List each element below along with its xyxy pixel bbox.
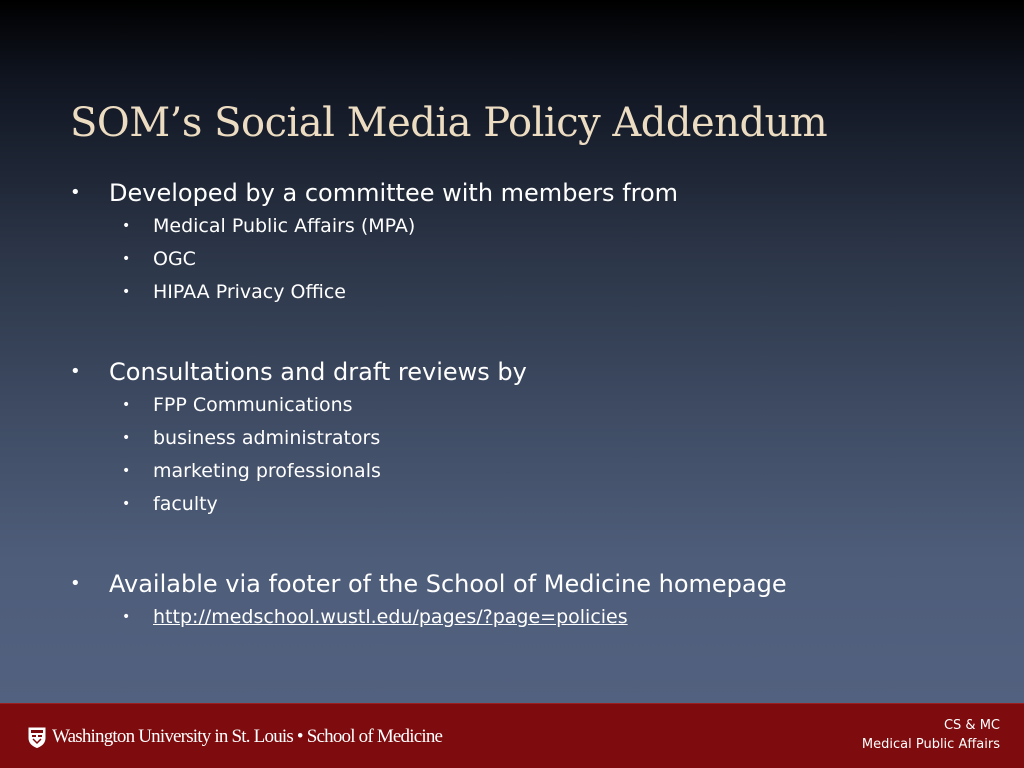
- slide-title: SOM’s Social Media Policy Addendum: [70, 100, 828, 146]
- sub-bullet-item: [70, 455, 1000, 488]
- university-name: Washington University in St. Louis • School of Medicine: [52, 726, 443, 747]
- sub-item-text: Medical Public Affairs (MPA): [153, 215, 416, 237]
- section-heading: Consultations and draft reviews by: [109, 358, 527, 386]
- bullet-icon: •: [122, 251, 131, 267]
- section-heading: Developed by a committee with members from: [109, 179, 679, 207]
- bullet-icon: •: [122, 430, 131, 446]
- section-committee: [70, 176, 1000, 309]
- section-availability: [70, 567, 1000, 634]
- footer-credit: [862, 716, 1000, 754]
- bullet-icon: •: [70, 573, 81, 594]
- footer-credit-line2: Medical Public Affairs: [861, 737, 1000, 752]
- slide-content: [70, 176, 1000, 634]
- bullet-icon: •: [70, 361, 81, 382]
- footer-credit-line1: CS & MC: [943, 718, 1000, 733]
- sub-bullet-item: [70, 488, 1000, 521]
- sub-item-text: marketing professionals: [153, 460, 381, 482]
- sub-bullet-item: [70, 243, 1000, 276]
- sub-bullet-item: [70, 601, 1000, 634]
- university-logo: [28, 726, 442, 748]
- sub-bullet-item: [70, 389, 1000, 422]
- bullet-item: [70, 567, 1000, 601]
- bullet-item: [70, 176, 1000, 210]
- bullet-icon: •: [122, 218, 131, 234]
- policies-link[interactable]: http://medschool.wustl.edu/pages/?page=policies: [153, 606, 628, 628]
- sub-item-text: faculty: [153, 493, 218, 515]
- bullet-icon: •: [122, 397, 131, 413]
- section-heading: Available via footer of the School of Medicine homepage: [109, 570, 787, 598]
- sub-bullet-item: [70, 210, 1000, 243]
- sub-item-text: OGC: [153, 248, 196, 270]
- bullet-icon: •: [70, 182, 81, 203]
- university-seal-icon: [28, 727, 46, 748]
- sub-item-text: HIPAA Privacy Office: [153, 281, 346, 303]
- footer-bar: [0, 703, 1024, 768]
- sub-bullet-item: [70, 276, 1000, 309]
- bullet-icon: •: [122, 496, 131, 512]
- sub-item-text: FPP Communications: [153, 394, 353, 416]
- bullet-icon: •: [122, 609, 131, 625]
- bullet-icon: •: [122, 284, 131, 300]
- bullet-item: [70, 355, 1000, 389]
- sub-item-text: business administrators: [153, 427, 381, 449]
- bullet-icon: •: [122, 463, 131, 479]
- sub-bullet-item: [70, 422, 1000, 455]
- section-consultations: [70, 355, 1000, 521]
